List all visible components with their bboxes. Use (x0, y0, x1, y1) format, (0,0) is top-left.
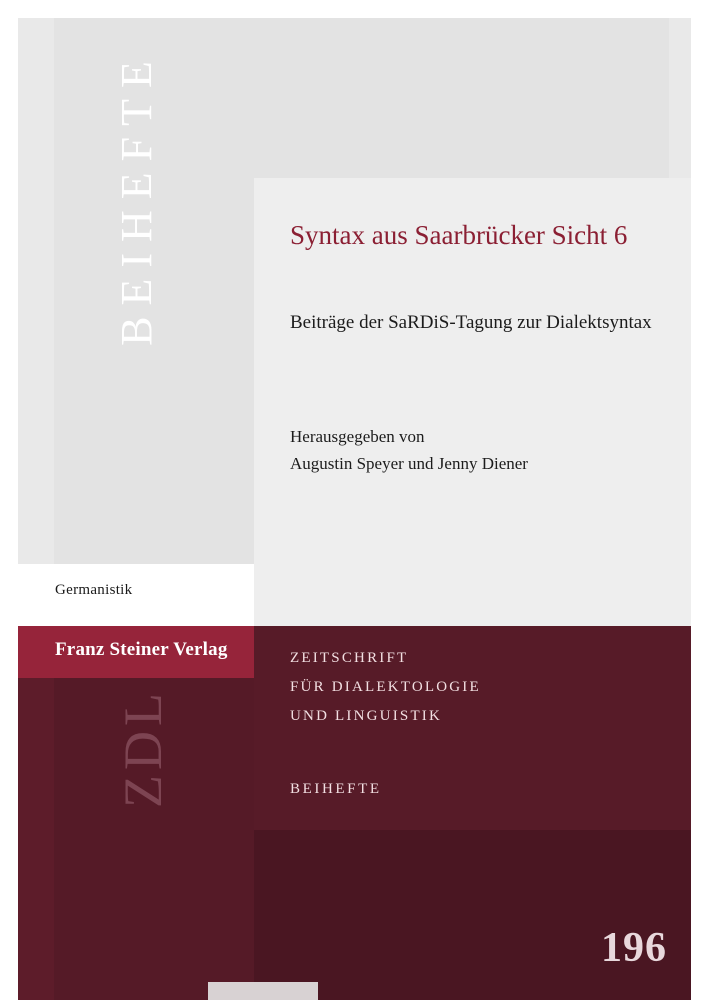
series-title (290, 644, 670, 731)
series-info-block (254, 626, 691, 830)
editor-label: Herausgegeben von (290, 427, 425, 446)
book-title: Syntax aus Saarbrücker Sicht 6 (290, 220, 628, 250)
series-title-line-1: ZEITSCHRIFT (290, 650, 409, 666)
spine-series-word: BEIHEFTE (112, 50, 161, 346)
editor-names: Augustin Speyer und Jenny Diener (290, 454, 528, 473)
spine-journal-abbrev: ZDL (113, 688, 173, 808)
grey-spine-left-strip (18, 18, 54, 564)
cover-artwork (18, 18, 691, 1000)
series-supplement-label: BEIHEFTE (290, 781, 382, 797)
series-title-line-2: FÜR DIALEKTOLOGIE (290, 679, 481, 695)
volume-number: 196 (601, 925, 667, 971)
subject-label: Germanistik (55, 582, 133, 598)
dark-spine-left-strip (18, 626, 54, 1000)
front-cover-block (254, 178, 691, 626)
book-subtitle: Beiträge der SaRDiS-Tagung zur Dialektsyntax (290, 312, 652, 333)
cover-bottom-shade (208, 982, 318, 1000)
publisher-name: Franz Steiner Verlag (55, 639, 228, 660)
series-title-line-3: UND LINGUISTIK (290, 708, 443, 724)
